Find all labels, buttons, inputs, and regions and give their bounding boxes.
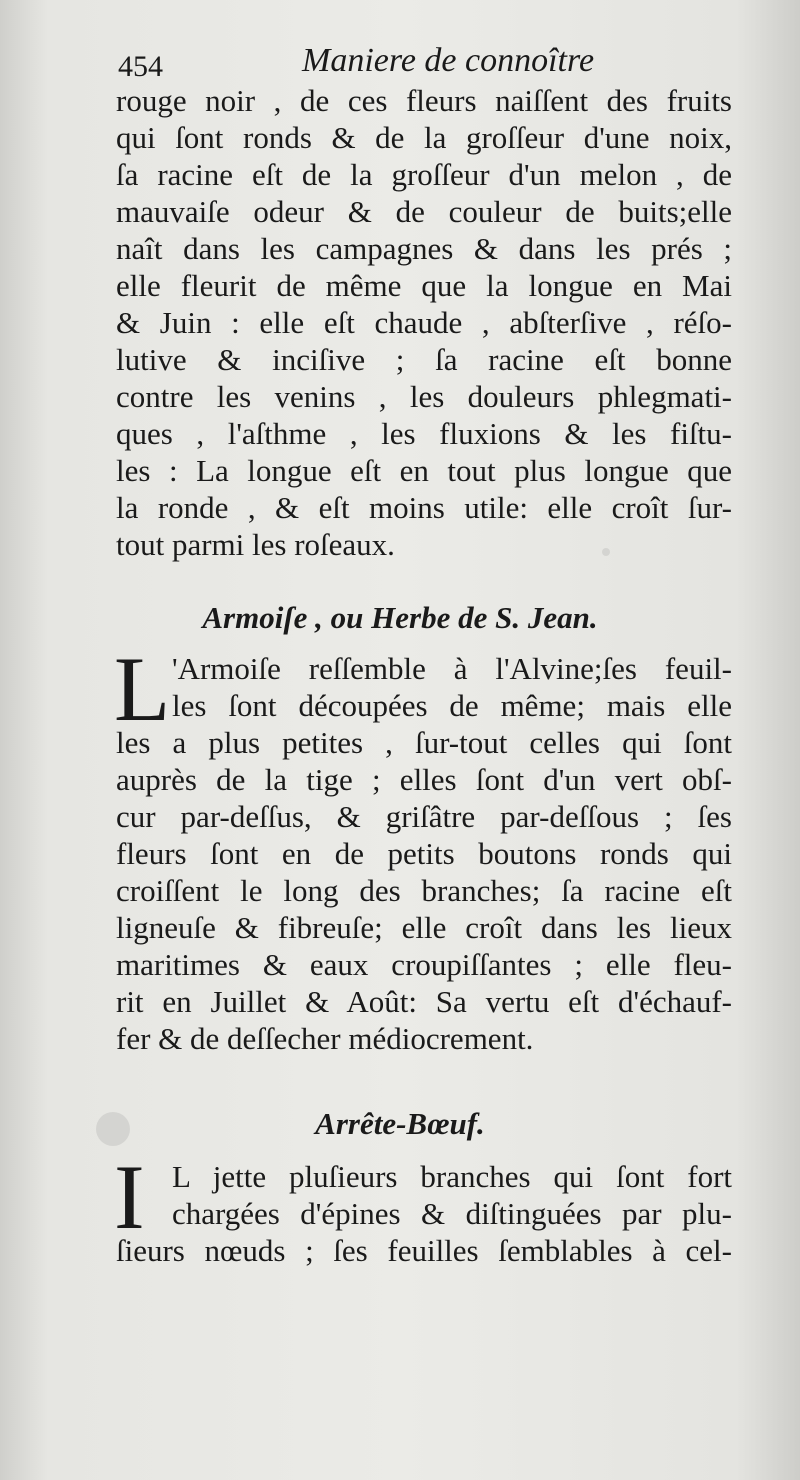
text-line: rit en Juillet & Août: Sa vertu eſt d'échauf- <box>116 984 732 1019</box>
text-line: les ſont découpées de même; mais elle <box>172 688 732 723</box>
text-line: ſa racine eſt de la groſſeur d'un melon , de <box>116 157 732 192</box>
text-line: les : La longue eſt en tout plus longue que <box>116 453 732 488</box>
text-line: lutive & inciſive ; ſa racine eſt bonne <box>116 342 732 377</box>
text-line: 'Armoiſe reſſemble à l'Alvine;ſes feuil- <box>172 651 732 686</box>
text-line: L jette pluſieurs branches qui ſont fort <box>172 1159 732 1194</box>
paragraph-continued <box>116 82 732 563</box>
text-line: maritimes & eaux croupiſſantes ; elle fleu- <box>116 947 732 982</box>
text-line: chargées d'épines & diſtinguées par plu- <box>172 1196 732 1231</box>
drop-cap: I <box>114 1146 145 1248</box>
text-line: la ronde , & eſt moins utile: elle croît ſur- <box>116 490 732 525</box>
text-line: ques , l'aſthme , les fluxions & les fiſtu- <box>116 416 732 451</box>
text-line: les a plus petites , ſur-tout celles qui ſont <box>116 725 732 760</box>
text-line: qui ſont ronds & de la groſſeur d'une noix, <box>116 120 732 155</box>
text-line: fleurs ſont en de petits boutons ronds qui <box>116 836 732 871</box>
text-line: contre les venins , les douleurs phlegmati- <box>116 379 732 414</box>
text-line: fer & de deſſecher médiocrement. <box>116 1021 534 1056</box>
section-heading: Arrête-Bœuf. <box>315 1106 485 1141</box>
running-title: Maniere de connoître <box>302 42 595 79</box>
page-header <box>118 42 728 86</box>
text-line: auprès de la tige ; elles ſont d'un vert obſ- <box>116 762 732 797</box>
text-line: croiſſent le long des branches; ſa racine eſt <box>116 873 732 908</box>
text-line: elle fleurit de même que la longue en Mai <box>116 268 732 303</box>
text-line: mauvaiſe odeur & de couleur de buits;elle <box>116 194 732 229</box>
text-line: tout parmi les roſeaux. <box>116 527 395 562</box>
text-line: ſieurs nœuds ; ſes feuilles ſemblables à cel- <box>116 1233 732 1268</box>
drop-cap: L <box>114 638 171 740</box>
text-line: rouge noir , de ces fleurs naiſſent des fruits <box>116 83 732 118</box>
section-paragraph <box>114 638 732 1057</box>
text-line: cur par-deſſus, & griſâtre par-deſſous ; ſes <box>116 799 732 834</box>
text-line: & Juin : elle eſt chaude , abſterſive , réſo- <box>116 305 732 340</box>
section-heading: Armoiſe , ou Herbe de S. Jean. <box>202 600 598 635</box>
page-number: 454 <box>118 50 163 83</box>
text-line: ligneuſe & fibreuſe; elle croît dans les lieux <box>116 910 732 945</box>
section-paragraph <box>114 1146 732 1269</box>
text-line: naît dans les campagnes & dans les prés ; <box>116 231 732 266</box>
